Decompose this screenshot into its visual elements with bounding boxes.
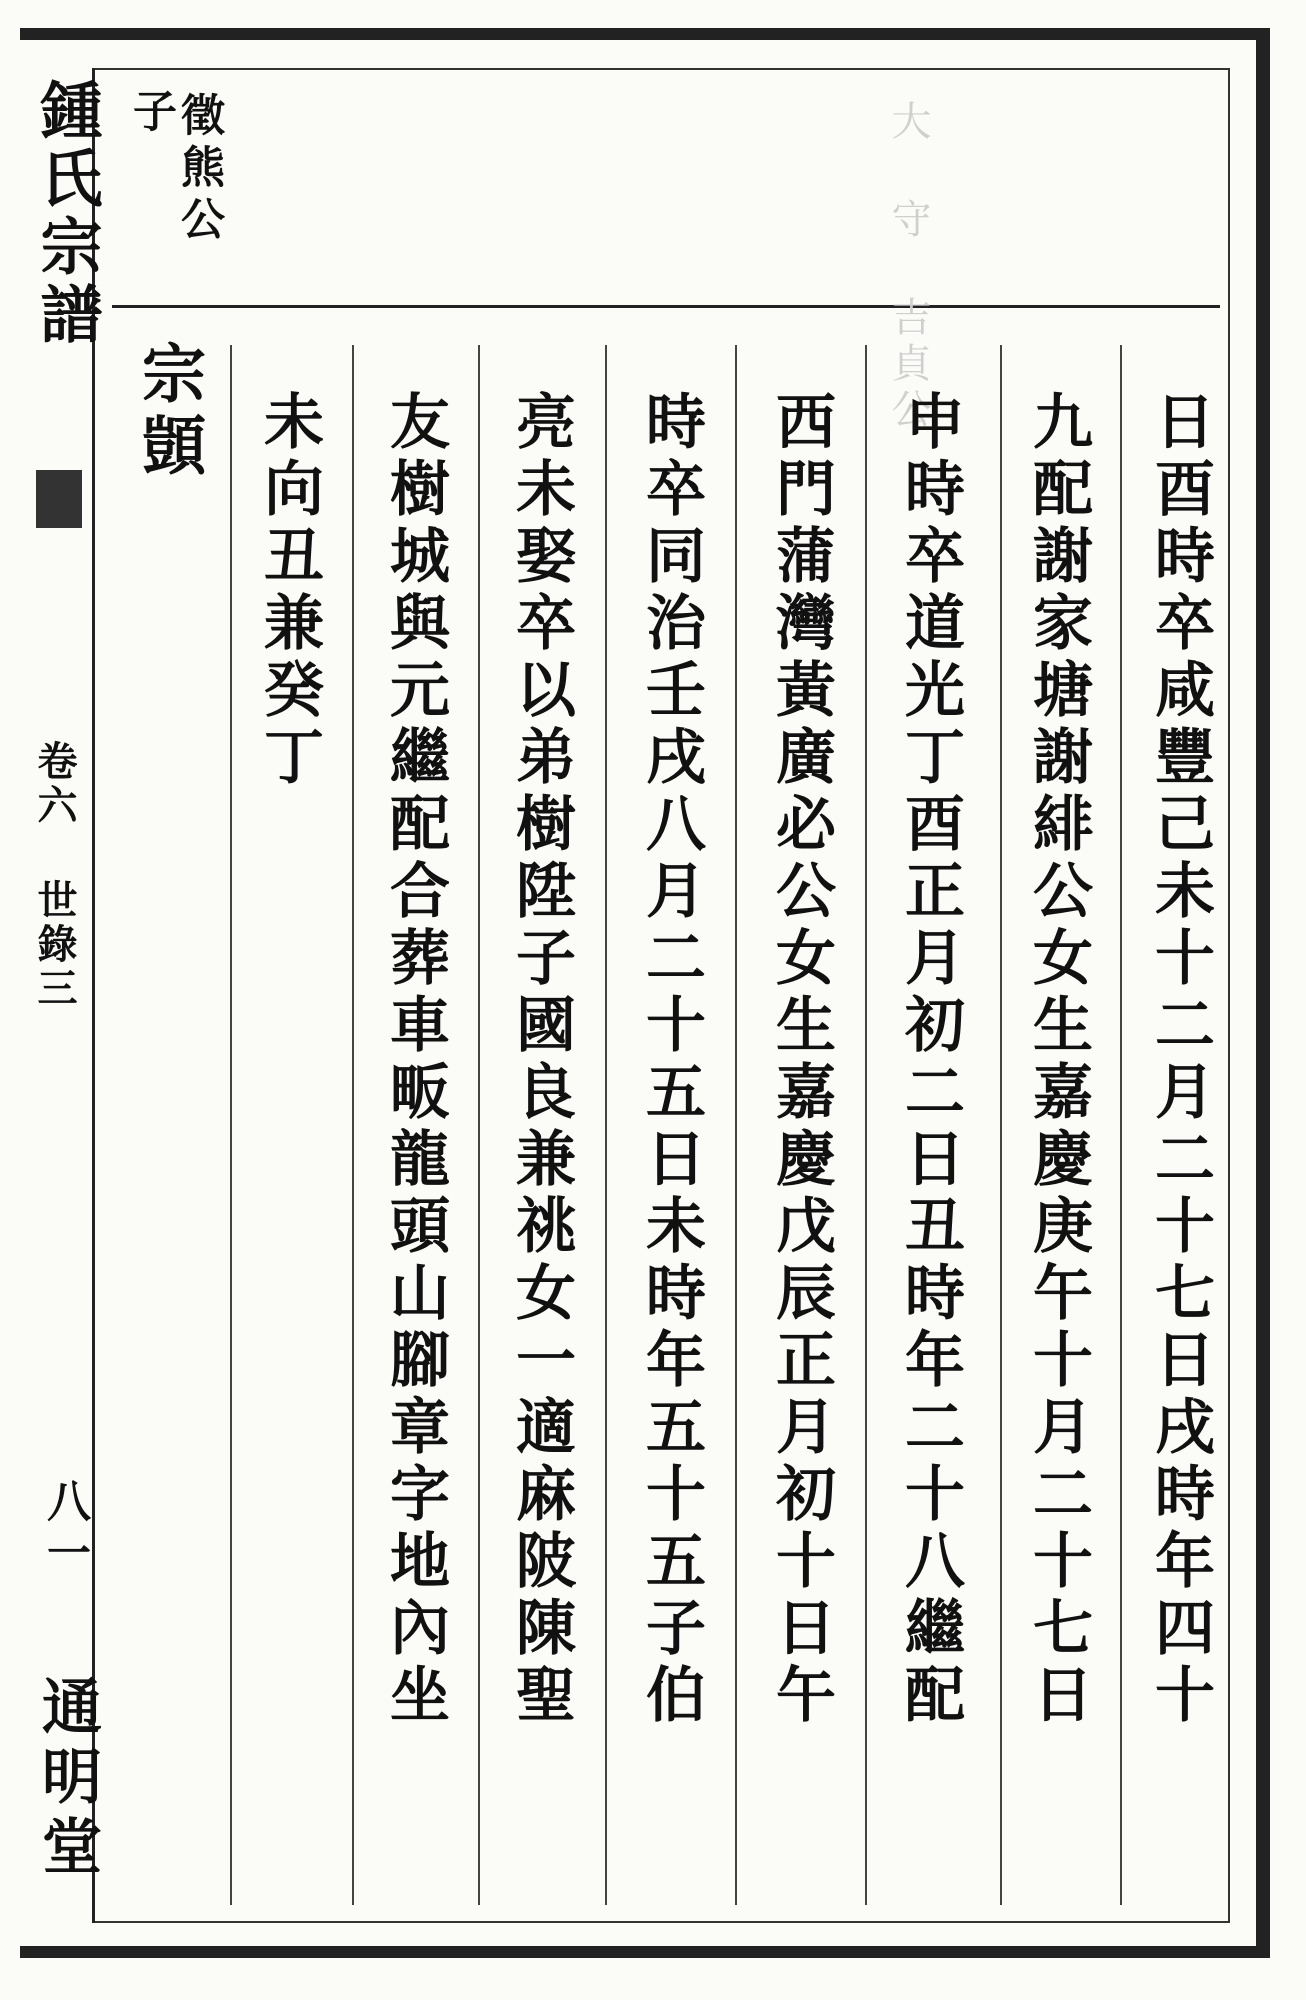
son-label: 子: [125, 88, 176, 140]
black-fishtail-mark: [36, 470, 82, 528]
father-name: 徵熊公: [173, 92, 224, 248]
column-rule: [865, 345, 867, 1905]
page-number: 八一: [39, 1478, 90, 1582]
text-column-8: 未向丑兼癸丁: [254, 390, 324, 792]
hall-name: 通明堂: [32, 1675, 102, 1885]
column-rule: [1000, 345, 1002, 1905]
volume-label: 卷六 世錄三: [31, 740, 78, 1011]
column-rule: [352, 345, 354, 1905]
column-rule: [478, 345, 480, 1905]
text-column-6: 亮未娶卒以弟樹陞子國良兼祧女一適麻陂陳聖: [506, 390, 576, 1730]
text-column-4: 西門蒲灣黃廣必公女生嘉慶戊辰正月初十日午: [766, 390, 836, 1730]
text-column-1: 日酉時卒咸豐己未十二月二十七日戌時年四十: [1145, 390, 1215, 1730]
column-rule: [735, 345, 737, 1905]
text-column-5: 時卒同治壬戌八月二十五日未時年五十五子伯: [636, 390, 706, 1730]
header-divider: [112, 305, 1220, 308]
person-name: 宗顗: [131, 340, 206, 484]
text-column-3: 申時卒道光丁酉正月初二日丑時年二十八繼配: [895, 390, 965, 1730]
bleed-through-text: 大 守 吉貞公: [885, 100, 931, 434]
column-rule: [605, 345, 607, 1905]
book-title: 鍾氏宗譜: [30, 78, 103, 350]
text-column-2: 九配謝家塘謝緋公女生嘉慶庚午十月二十七日: [1023, 390, 1093, 1730]
column-rule: [230, 345, 232, 1905]
column-rule: [1120, 345, 1122, 1905]
text-column-7: 友樹城與元繼配合葬車畈龍頭山腳章字地內坐: [380, 390, 450, 1730]
